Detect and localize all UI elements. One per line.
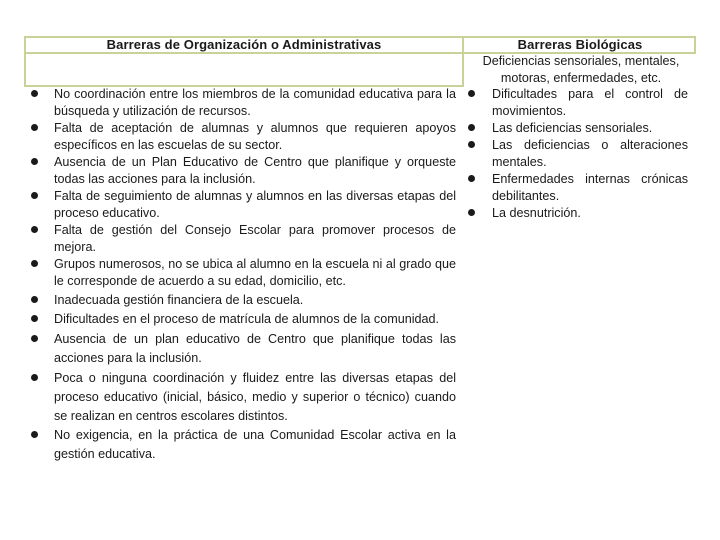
list-item: No coordinación entre los miembros de la comunidad educativa para la búsqueda y utilización de recursos. xyxy=(24,86,456,120)
list-item: Ausencia de un Plan Educativo de Centro que planifique y orqueste todas las acciones para la inclusión. xyxy=(24,154,456,188)
left-column-header: Barreras de Organización o Administrativas xyxy=(106,37,382,52)
list-item: Ausencia de un plan educativo de Centro que planifique todas las acciones para la inclusión. xyxy=(24,330,456,368)
bullet-icon xyxy=(468,124,475,131)
bullet-icon xyxy=(31,431,38,438)
bullet-icon xyxy=(31,260,38,267)
list-item: No exigencia, en la práctica de una Comunidad Escolar activa en la gestión educativa. xyxy=(24,426,456,464)
list-item: Inadecuada gestión financiera de la escuela. xyxy=(24,292,456,309)
list-item: Dificultades para el control de movimientos. xyxy=(466,86,688,120)
list-item: Falta de seguimiento de alumnas y alumnos en las diversas etapas del proceso educativo. xyxy=(24,188,456,222)
bullet-icon xyxy=(31,335,38,342)
bullet-icon xyxy=(468,141,475,148)
bullet-icon xyxy=(468,209,475,216)
list-item: Dificultades en el proceso de matrícula de alumnos de la comunidad. xyxy=(24,310,456,329)
list-item: Grupos numerosos, no se ubica al alumno en la escuela ni al grado que le corresponde de acuerdo a su edad, domicilio, etc. xyxy=(24,256,456,290)
bullet-icon xyxy=(468,90,475,97)
list-item: La desnutrición. xyxy=(466,205,688,222)
list-item: Poca o ninguna coordinación y fluidez entre las diversas etapas del proceso educativo (inicial, básico, medio y superior o técnico) cuando se realizan en centros escolares distintos. xyxy=(24,369,456,426)
bullet-icon xyxy=(31,90,38,97)
list-item: Falta de aceptación de alumnas y alumnos que requieren apoyos específicos en las escuelas de su sector. xyxy=(24,120,456,154)
list-item: Enfermedades internas crónicas debilitantes. xyxy=(466,171,688,205)
organizational-barriers-list xyxy=(24,86,456,464)
bullet-icon xyxy=(31,192,38,199)
list-item: Falta de gestión del Consejo Escolar para promover procesos de mejora. xyxy=(24,222,456,256)
bullet-icon xyxy=(31,158,38,165)
bullet-icon xyxy=(31,296,38,303)
bullet-icon xyxy=(31,124,38,131)
biological-barriers-list xyxy=(466,86,688,222)
right-column-header: Barreras Biológicas xyxy=(517,37,643,52)
bullet-icon xyxy=(31,226,38,233)
bullet-icon xyxy=(31,315,38,322)
biological-barriers-intro: Deficiencias sensoriales, mentales, motoras, enfermedades, etc. xyxy=(482,54,680,85)
list-item: Las deficiencias o alteraciones mentales. xyxy=(466,137,688,171)
list-item: Las deficiencias sensoriales. xyxy=(466,120,688,137)
bullet-icon xyxy=(468,175,475,182)
barriers-table xyxy=(24,36,696,485)
bullet-icon xyxy=(31,374,38,381)
